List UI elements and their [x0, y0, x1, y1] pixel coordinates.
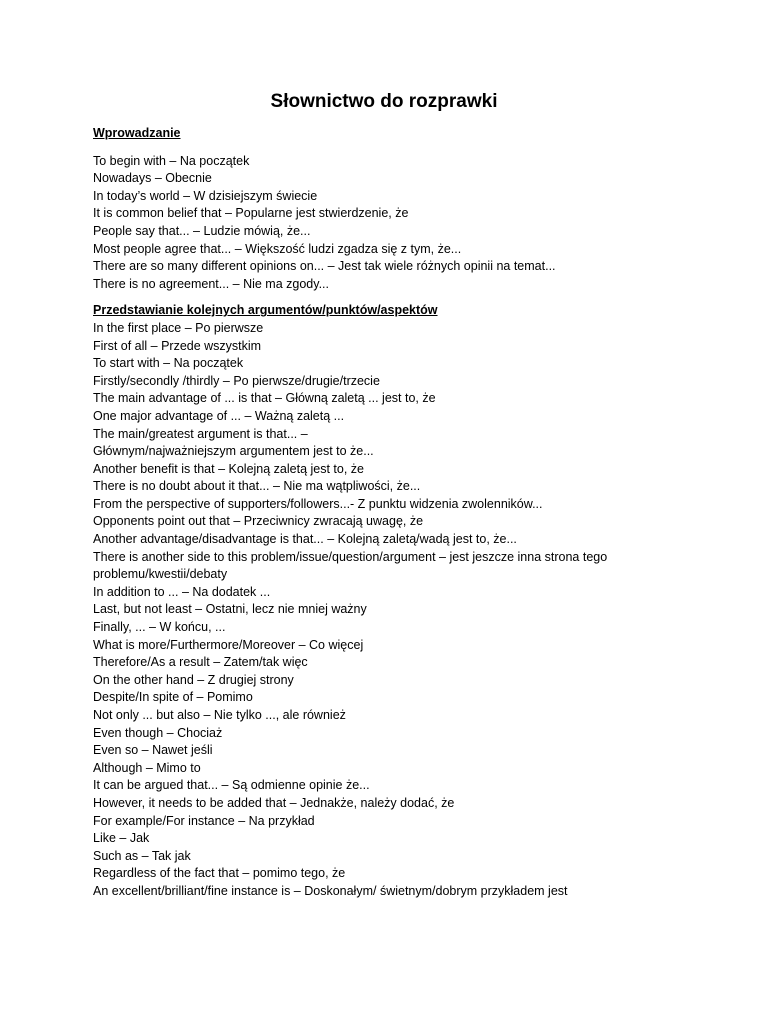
list-item: Another advantage/disadvantage is that... – Kolejną zaletą/wadą jest to, że... — [93, 532, 517, 547]
list-item: In today’s world – W dzisiejszym świecie — [93, 188, 318, 203]
list-item: What is more/Furthermore/Moreover – Co więcej — [93, 637, 364, 652]
list-item: It is common belief that – Popularne jest stwierdzenie, że — [93, 206, 409, 221]
list-item: Finally, ... – W końcu, ... — [93, 620, 226, 635]
list-item: Nowadays – Obecnie — [93, 171, 212, 186]
list-item: The main advantage of ... is that – Główną zaletą ... jest to, że — [93, 391, 436, 406]
list-item: Regardless of the fact that – pomimo tego, że — [93, 866, 346, 881]
list-item: One major advantage of ... – Ważną zaletą ... — [93, 408, 345, 423]
document-content — [93, 125, 693, 901]
list-item: People say that... – Ludzie mówią, że... — [93, 223, 311, 238]
list-item: In addition to ... – Na dodatek ... — [93, 584, 271, 599]
section-heading-arguments: Przedstawianie kolejnych argumentów/punktów/aspektów — [93, 303, 438, 318]
arguments-phrase-list — [93, 320, 693, 901]
list-item: Another benefit is that – Kolejną zaletą jest to, że — [93, 461, 365, 476]
list-item: To start with – Na początek — [93, 356, 244, 371]
list-item: There is no agreement... – Nie ma zgody... — [93, 276, 329, 291]
list-item: Therefore/As a result – Zatem/tak więc — [93, 655, 308, 670]
list-item: An excellent/brilliant/fine instance is – Doskonałym/ świetnym/dobrym przykładem jest — [93, 883, 568, 898]
list-item: In the first place – Po pierwsze — [93, 320, 264, 335]
list-item: There are so many different opinions on... – Jest tak wiele różnych opinii na temat... — [93, 259, 556, 274]
list-item: Firstly/secondly /thirdly – Po pierwsze/drugie/trzecie — [93, 373, 380, 388]
list-item: Like – Jak — [93, 831, 150, 846]
list-item: From the perspective of supporters/followers...- Z punktu widzenia zwolenników... — [93, 496, 543, 511]
list-item: On the other hand – Z drugiej strony — [93, 672, 294, 687]
section-heading-introduction: Wprowadzanie — [93, 126, 181, 140]
list-item: There is no doubt about it that... – Nie ma wątpliwości, że... — [93, 479, 421, 494]
list-item: Opponents point out that – Przeciwnicy zwracają uwagę, że — [93, 514, 424, 529]
list-item: First of all – Przede wszystkim — [93, 338, 262, 353]
list-item: It can be argued that... – Są odmienne opinie że... — [93, 778, 370, 793]
list-item: Last, but not least – Ostatni, lecz nie mniej ważny — [93, 602, 367, 617]
list-item: Such as – Tak jak — [93, 848, 191, 863]
list-item: Głównym/najważniejszym argumentem jest to że... — [93, 444, 374, 459]
list-item: However, it needs to be added that – Jednakże, należy dodać, że — [93, 795, 455, 810]
list-item: Most people agree that... – Większość ludzi zgadza się z tym, że... — [93, 241, 462, 256]
list-item: Not only ... but also – Nie tylko ..., ale również — [93, 708, 346, 722]
introduction-phrase-list — [93, 153, 693, 294]
list-item: Despite/In spite of – Pomimo — [93, 690, 253, 705]
list-item: There is another side to this problem/issue/question/argument – jest jeszcze inna strona tego problemu/kwestii/debaty — [93, 549, 608, 582]
list-item: Even though – Chociaż — [93, 725, 223, 740]
list-item: To begin with – Na początek — [93, 153, 250, 168]
list-item: For example/For instance – Na przykład — [93, 813, 315, 828]
list-item: Even so – Nawet jeśli — [93, 743, 213, 758]
list-item: The main/greatest argument is that... – — [93, 426, 308, 441]
list-item: Although – Mimo to — [93, 760, 201, 775]
document-title: Słownictwo do rozprawki — [270, 91, 498, 112]
